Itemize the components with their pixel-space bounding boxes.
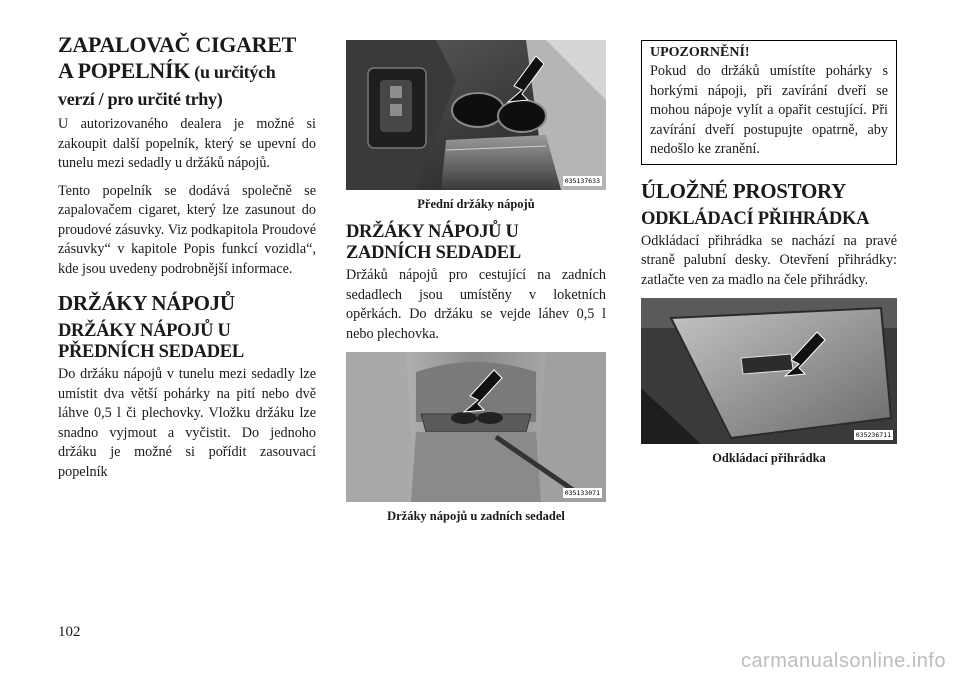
image-code-glove-box: 035236711: [855, 431, 891, 439]
warning-box: [641, 40, 897, 165]
rear-cup-holders-heading: DRŽÁKY NÁPOJŮ U ZADNÍCH SEDADEL: [346, 222, 521, 263]
storage-heading: ÚLOŽNÉ PROSTORY: [641, 178, 846, 203]
paragraph-front-cup-holders: Do držáku nápojů v tunelu mezi sedadly lze umístit dva větší pohárky na pití nebo dvě láhve 0,5 l či plechovky. Vložku držáku lze snadno vyjmout a vyčistit. Do jednoho držáku je možné si pořídit zasouvací popelník: [58, 366, 316, 480]
warning-title: UPOZORNĚNÍ!: [650, 45, 750, 60]
cigarette-lighter-heading: ZAPALOVAČ CIGARET A POPELNÍK (u určitých verzí / pro určité trhy): [58, 32, 296, 109]
front-cup-holders-photo: [346, 40, 606, 190]
rear-cup-holders-illustration: [346, 352, 606, 502]
glove-box-illustration: [641, 298, 897, 444]
glove-box-heading: ODKLÁDACÍ PŘIHRÁDKA: [641, 208, 870, 229]
watermark: carmanualsonline.info: [740, 650, 946, 672]
column-left: [58, 32, 316, 490]
image-code-front: 035137633: [564, 177, 600, 185]
image-code-rear: 035133071: [564, 489, 600, 497]
paragraph-glove-box: Odkládací přihrádka se nachází na pravé straně palubní desky. Otevření přihrádky: zatlačte ven za madlo na čele přihrádky.: [641, 232, 897, 288]
column-right: [641, 40, 897, 476]
front-cup-holders-heading: DRŽÁKY NÁPOJŮ U PŘEDNÍCH SEDADEL: [58, 321, 244, 362]
paragraph-lighter-socket: Tento popelník se dodává společně se zapalovačem cigaret, který lze zasunout do proudové zásuvky. Viz podkapitola Proudové zásuvky“ v kapitole Popis funkcí vozidla“, kde jsou uvedeny podrobnější informace.: [58, 182, 316, 277]
glove-box-caption: Odkládací přihrádka: [712, 451, 826, 465]
front-cup-holders-caption: Přední držáky nápojů: [417, 197, 535, 211]
warning-text: Pokud do držáků umístíte pohárky s horkými nápoji, při zavírání dveří se mohou nápoje vylít a opařit cestující. Při zavírání dveří postupujte opatrně, aby nedošlo ke zranění.: [650, 63, 888, 157]
rear-cup-holders-photo: [346, 352, 606, 502]
column-middle: [346, 40, 606, 534]
glove-box-photo: [641, 298, 897, 444]
paragraph-rear-cup-holders: Držáků nápojů pro cestující na zadních sedadlech jsou umístěny v loketních opěrkách. Do držáku se vejde láhev 0,5 l nebo plechovka.: [346, 267, 606, 342]
rear-cup-holders-caption: Držáky nápojů u zadních sedadel: [387, 509, 565, 523]
front-cup-holders-illustration: [346, 40, 606, 190]
page-number: 102: [58, 624, 81, 640]
paragraph-dealer-ashtray: U autorizovaného dealera je možné si zakoupit další popelník, který se upevní do tunelu mezi sedadly u držáků nápojů.: [58, 116, 316, 171]
cup-holders-heading: DRŽÁKY NÁPOJŮ: [58, 291, 235, 315]
